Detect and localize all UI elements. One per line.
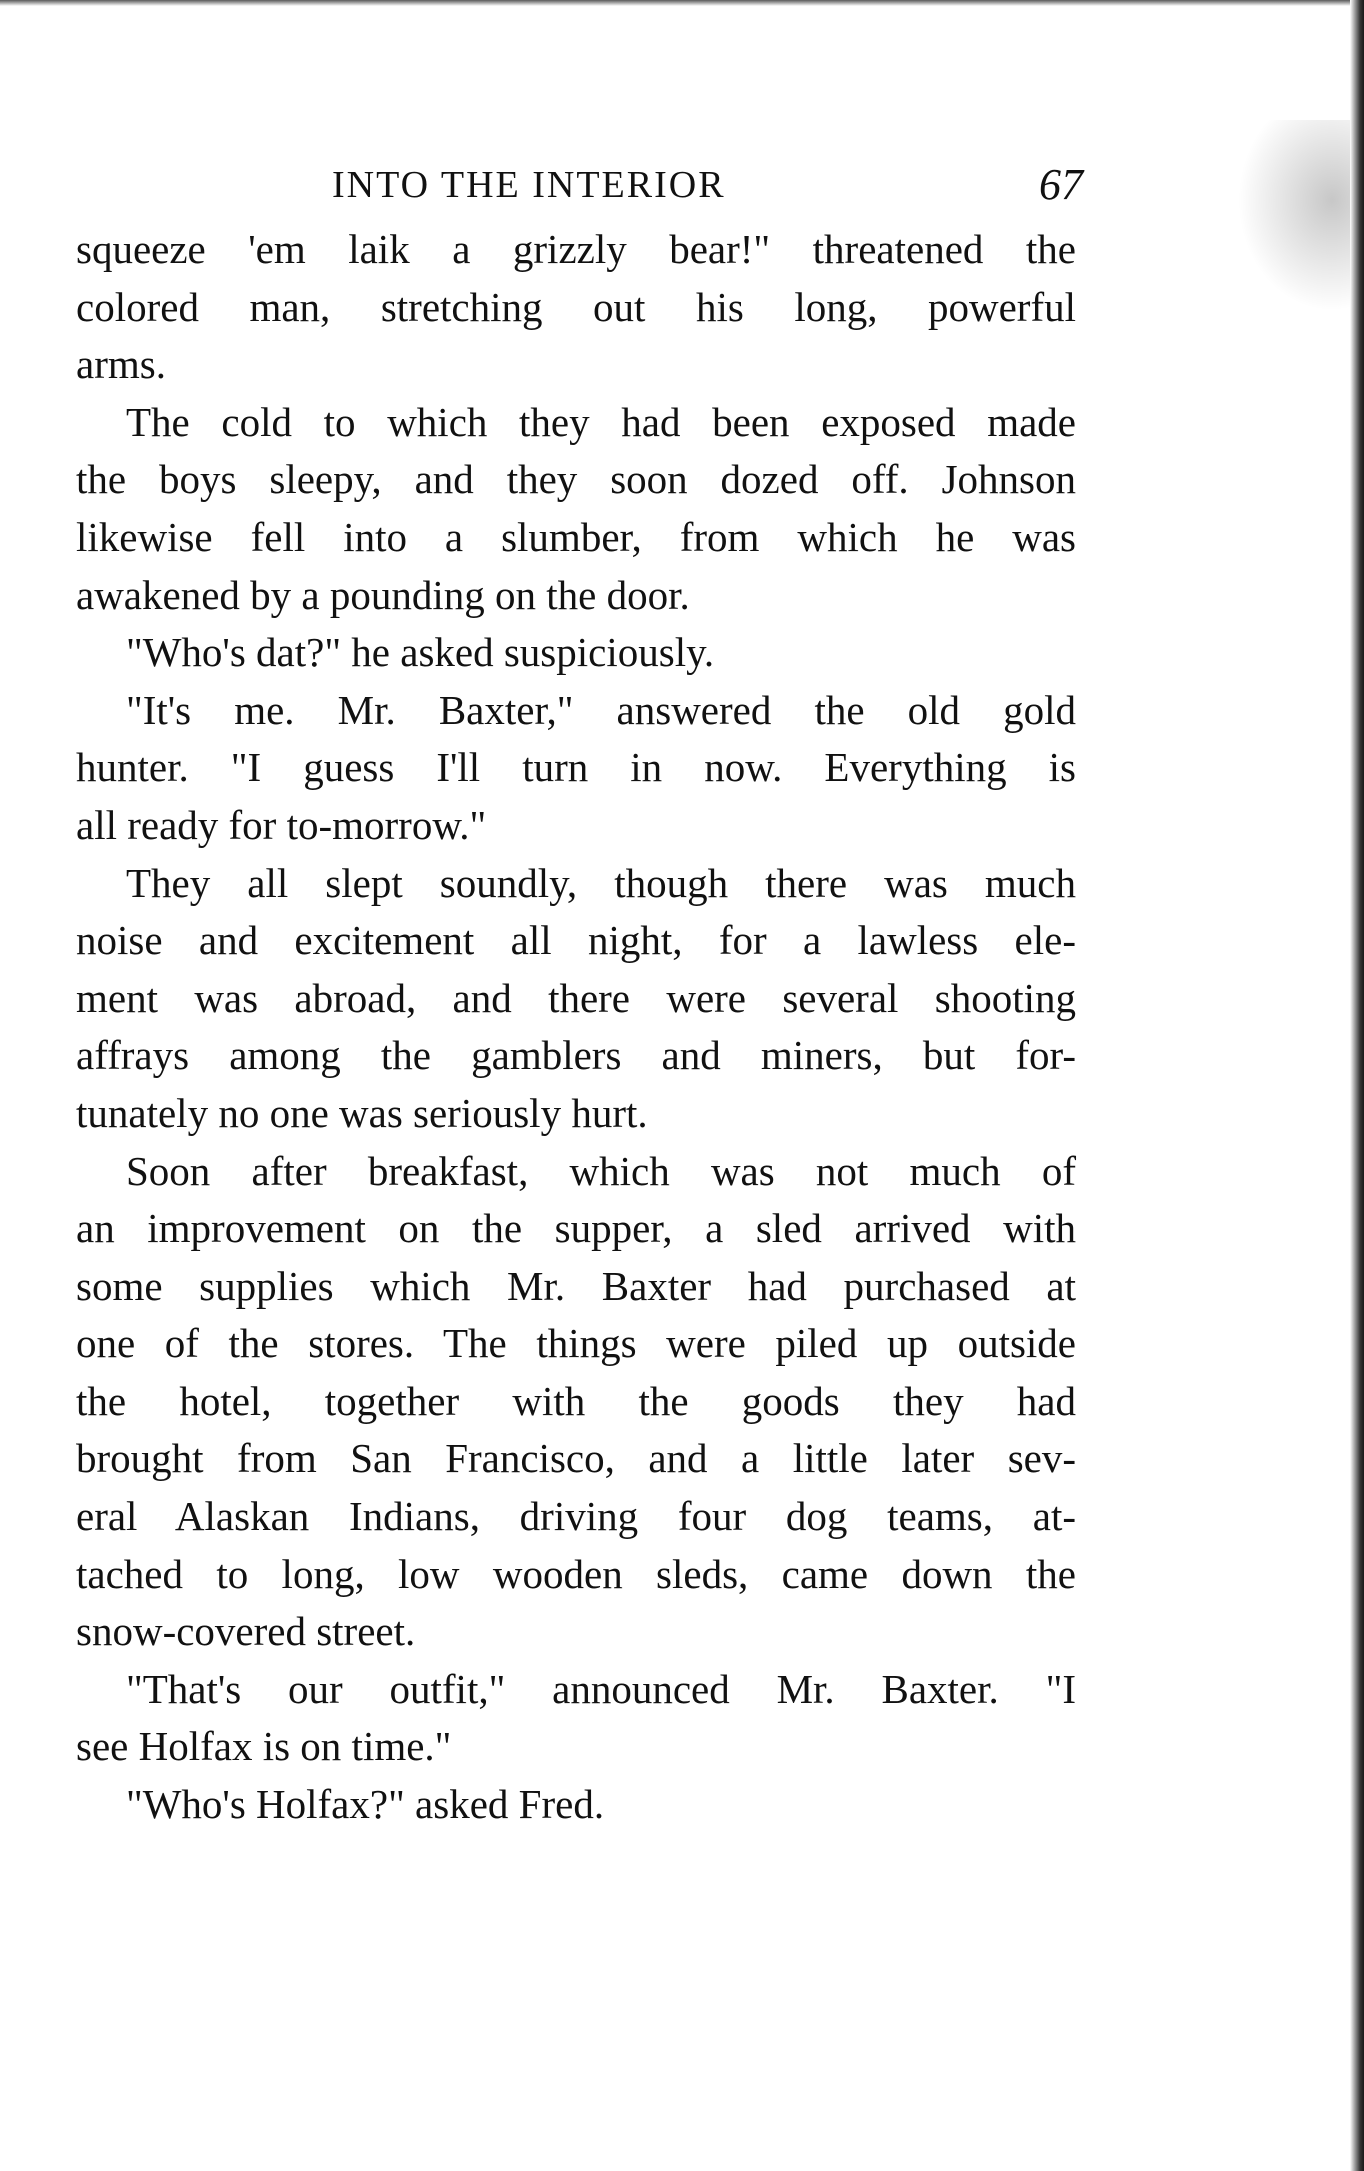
text-line: snow-covered street. — [76, 1608, 416, 1655]
text-line: tached to long, low wooden sleds, came down the — [76, 1550, 1076, 1597]
text-line: They all slept soundly, though there was much — [126, 859, 1076, 906]
text-line: Soon after breakfast, which was not much of — [126, 1147, 1076, 1194]
text-line: The cold to which they had been exposed made — [126, 398, 1076, 445]
text-line: hunter. "I guess I'll turn in now. Everything is — [76, 744, 1076, 791]
page-number: 67 — [1039, 160, 1083, 209]
text-line: "It's me. Mr. Baxter," answered the old gold — [126, 686, 1076, 733]
text-line: the hotel, together with the goods they had — [76, 1377, 1076, 1424]
text-line: arms. — [76, 341, 166, 388]
text-line: one of the stores. The things were piled up outside — [76, 1320, 1076, 1367]
page-top-edge-shadow — [0, 0, 1364, 6]
page-right-edge-shadow — [1350, 0, 1364, 2171]
text-line: affrays among the gamblers and miners, but for- — [76, 1032, 1076, 1079]
running-head — [76, 155, 1083, 215]
text-line: squeeze 'em laik a grizzly bear!" threatened the — [76, 226, 1076, 272]
text-line: ment was abroad, and there were several shooting — [76, 974, 1076, 1021]
text-line: "That's our outfit," announced Mr. Baxter. "I — [126, 1665, 1076, 1712]
text-line: awakened by a pounding on the door. — [76, 571, 690, 618]
page-edge-speckle — [1230, 120, 1350, 320]
text-line: eral Alaskan Indians, driving four dog teams, at- — [76, 1493, 1076, 1540]
book-page — [76, 155, 1083, 1834]
text-line: tunately no one was seriously hurt. — [76, 1089, 648, 1136]
text-line: some supplies which Mr. Baxter had purchased at — [76, 1262, 1076, 1309]
text-line: the boys sleepy, and they soon dozed off. Johnson — [76, 456, 1076, 503]
text-line: likewise fell into a slumber, from which he was — [76, 513, 1076, 560]
text-line: "Who's Holfax?" asked Fred. — [126, 1781, 605, 1828]
running-title: INTO THE INTERIOR — [332, 164, 726, 206]
text-line: brought from San Francisco, and a little later sev- — [76, 1435, 1076, 1482]
text-line: noise and excitement all night, for a lawless ele- — [76, 917, 1076, 964]
text-line: colored man, stretching out his long, powerful — [76, 283, 1076, 330]
text-line: all ready for to-morrow." — [76, 801, 487, 848]
body-text — [76, 221, 1076, 1834]
text-line: see Holfax is on time." — [76, 1723, 452, 1770]
text-line: "Who's dat?" he asked suspiciously. — [126, 629, 715, 676]
text-line: an improvement on the supper, a sled arrived with — [76, 1205, 1076, 1252]
